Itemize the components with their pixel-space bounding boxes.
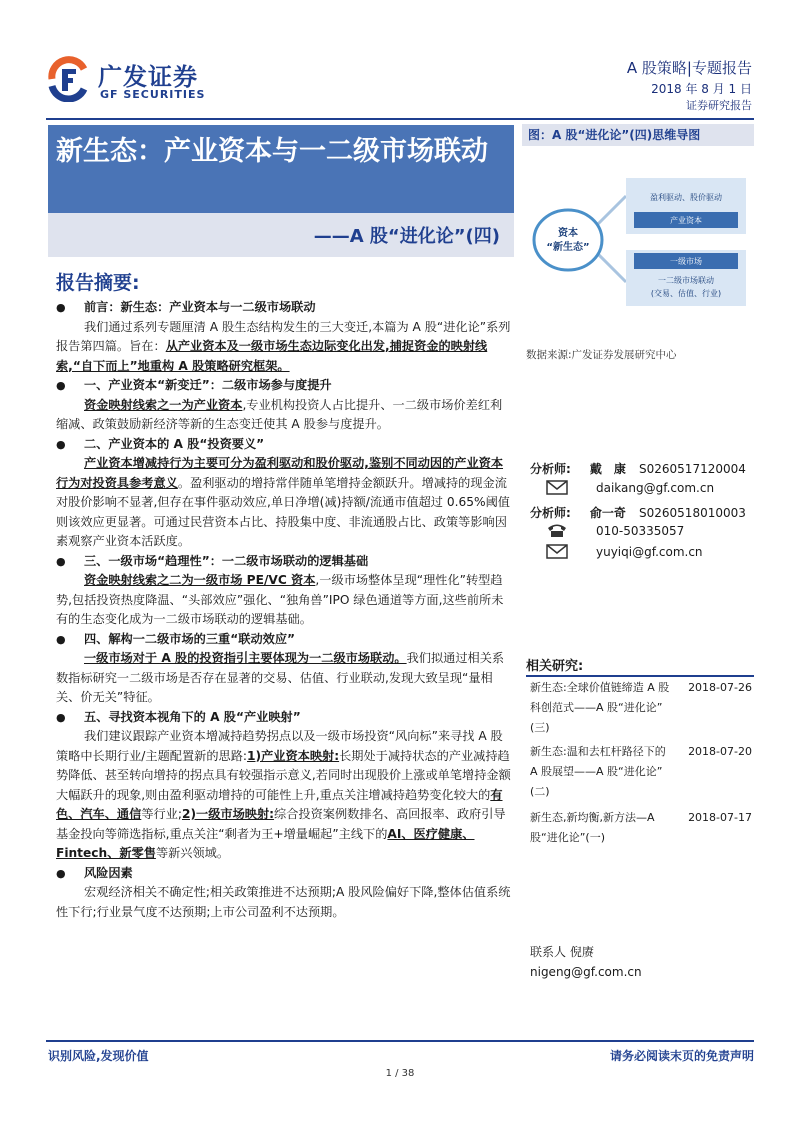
related-item[interactable] [530, 678, 754, 738]
paragraph-emphasis: 资金映射线索之一为产业资本 [84, 397, 243, 412]
mind-map-top-label: 盈利驱动、股价驱动 [650, 193, 722, 202]
section-paragraph [56, 396, 514, 435]
section-paragraph [56, 318, 514, 377]
section-heading: ● 前言：新生态：产业资本与一二级市场联动 [56, 298, 514, 318]
paragraph-emphasis: 一级市场对于 A 股的投资指引主要体现为一二级市场联动。 [84, 651, 407, 665]
gf-logo-icon [46, 56, 90, 102]
section-heading: ● 五、寻找资本视角下的 A 股“产业映射” [56, 708, 514, 728]
mind-map-center-line1: 资本 [558, 228, 578, 239]
figure-title: 图：A 股“进化论”(四)思维导图 [522, 124, 754, 146]
related-item-title [530, 742, 692, 802]
analyst-name: 俞一奇 [589, 506, 626, 520]
related-item-date: 2018-07-17 [688, 811, 752, 824]
paragraph-text: 等行业; [141, 807, 182, 821]
report-subtitle: ——A 股“进化论”(四) [313, 226, 500, 247]
brand-name-en: GF SECURITIES [100, 88, 206, 101]
paragraph-emphasis: 1)产业资本映射: [247, 748, 340, 763]
related-title-line: 新生态:全球价值链缔造 A 股 [530, 681, 670, 694]
analyst-1 [530, 458, 746, 477]
footer-divider [46, 1040, 754, 1042]
analyst-label: 分析师: [530, 506, 571, 520]
paragraph-emphasis: 2)一级市场映射: [181, 807, 275, 821]
paragraph-text: 综合投资案例数排名、高回报率、政府引导基金投向等筛选指标,重点关注“剩者为王+增量崛起”主线下的 [56, 807, 506, 841]
paragraph-text: 我们建议跟踪产业资本增减持趋势拐点以及一级市场投资“风向标”来寻找 A 股策略中长期行业/主题配置新的思路: [56, 729, 503, 763]
related-title-line: 股“进化论”(一) [530, 831, 605, 844]
related-item[interactable] [530, 742, 754, 802]
analyst-name: 戴 康 [589, 462, 626, 476]
paragraph-text: 等新兴领域。 [155, 846, 230, 860]
brand-name-cn: 广发证券 [98, 63, 198, 91]
mind-map-diagram [522, 150, 754, 330]
paragraph-emphasis: 从产业资本及一级市场生态边际变化出发,捕捉资金的映射线索,“自下而上”地重构 A 股策略研究框架。 [56, 339, 488, 373]
report-dept: 证券研究报告 [686, 99, 752, 112]
section-heading: ● 四、解构一二级市场的三重“联动效应” [56, 630, 514, 650]
related-research-heading: 相关研究: [526, 655, 754, 677]
related-item-title [530, 678, 692, 738]
section-paragraph: 宏观经济相关不确定性;相关政策推进不达预期;A 股风险偏好下降,整体估值系统性下行;行业景气度不达预期;上市公司盈利不达预期。 [56, 885, 511, 919]
mind-map [522, 150, 754, 330]
email-icon [546, 480, 568, 495]
section-paragraph [56, 571, 514, 630]
related-item[interactable] [530, 808, 754, 848]
mind-map-bottom-sublabel: (交易、估值、行业) [650, 289, 722, 298]
section-paragraph [56, 727, 514, 864]
related-title-line: A 股展望——A 股“进化论” [530, 765, 663, 778]
related-title-line: 科创范式——A 股“进化论” [530, 701, 663, 714]
mind-map-bottom-node: 一级市场 [670, 257, 702, 266]
abstract-heading: 报告摘要: [56, 272, 140, 294]
paragraph-emphasis: 资金映射线索之二为一级市场 PE/VC 资本 [84, 573, 316, 587]
analyst-phone[interactable]: 010-50335057 [596, 524, 685, 538]
section-heading: ● 三、一级市场“趋理性”：一二级市场联动的逻辑基础 [56, 552, 514, 572]
related-title-line: 新生态:温和去杠杆路径下的 [530, 745, 666, 758]
contact-person: 联系人 倪赓 [530, 945, 594, 959]
paragraph-emphasis: 产业资本增减持行为主要可分为盈利驱动和股价驱动,鉴别不同动因的产业资本行为对投资具参考意义 [56, 456, 504, 490]
mind-map-top-node: 产业资本 [670, 216, 702, 225]
contact-email[interactable]: nigeng@gf.com.cn [530, 965, 642, 979]
analyst-2 [530, 502, 746, 521]
related-title-line: (二) [530, 785, 550, 798]
paragraph-text: ,专业机构投资人占比提升、一二级市场价差红利缩减、政策鼓励新经济等新的生态变迁使其 A 股参与度提升。 [56, 397, 503, 431]
mind-map-bottom-label: 一二级市场联动 [658, 276, 714, 285]
report-type: A 股策略|专题报告 [626, 59, 752, 77]
abstract-body [56, 298, 514, 922]
paragraph-emphasis: AI、医疗健康、Fintech、新零售 [56, 826, 475, 860]
related-item-date: 2018-07-26 [688, 681, 752, 694]
mind-map-center-line2: “新生态” [546, 242, 590, 253]
related-title-line: (三) [530, 721, 550, 734]
paragraph-emphasis: 有色、汽车、通信 [56, 787, 503, 821]
paragraph-text: 。盈利驱动的增持常伴随单笔增持金额跃升。增减持的现金流对股价影响不显著,但存在事件驱动效应,单日净增(减)持额/流通市值超过 0.65%阈值则该效应更显著。可通过民营资本占比、持股集中度、非流通股占比、政策等影响因素观察产业资本活跃度。 [56, 475, 510, 548]
figure-source: 数据来源:广发证券发展研究中心 [526, 349, 677, 361]
related-item-title [530, 808, 692, 848]
paragraph-text: 我们通过系列专题厘清 A 股生态结构发生的三大变迁,本篇为 A 股“进化论”系列报告第四篇。旨在： [56, 319, 511, 353]
section-heading: ● 二、产业资本的 A 股“投资要义” [56, 435, 514, 455]
report-date: 2018 年 8 月 1 日 [651, 82, 752, 96]
section-paragraph [56, 649, 514, 708]
phone-icon [546, 522, 568, 538]
section-heading: ● 风险因素 [56, 864, 514, 884]
related-item-date: 2018-07-20 [688, 745, 752, 758]
gf-logo [46, 56, 90, 102]
analyst-email[interactable]: yuyiqi@gf.com.cn [596, 545, 703, 559]
paragraph-text: 长期处于减持状态的产业减持趋势降低、甚至转向增持的拐点具有较强指示意义,若同时出现股价上涨或单笔增持金额大幅跃升的现象,则由盈利驱动增持的可能性上升,重点关注增减持趋势变化较大的 [56, 748, 511, 802]
section-paragraph [56, 454, 514, 552]
paragraph-text: ,一级市场整体呈现“理性化”转型趋势,包括投资热度降温、“头部效应”强化、“独角兽”IPO 绿色通道等方面,这些前所未有的生态变化成为一二级市场联动的逻辑基础。 [56, 573, 504, 626]
email-icon [546, 544, 568, 559]
page-number: 1 / 38 [385, 1068, 415, 1079]
analyst-label: 分析师: [530, 462, 571, 476]
report-title: 新生态：产业资本与一二级市场联动 [56, 136, 488, 167]
header-divider [46, 118, 754, 120]
footer-slogan: 识别风险,发现价值 [48, 1049, 149, 1063]
section-heading: ● 一、产业资本“新变迁”：二级市场参与度提升 [56, 376, 514, 396]
analyst-cert: S0260518010003 [639, 506, 746, 520]
analyst-cert: S0260517120004 [639, 462, 746, 476]
related-title-line: 新生态,新均衡,新方法—A [530, 811, 655, 824]
paragraph-text: 我们拟通过相关系数指标研究一二级市场是否存在显著的交易、估值、行业联动,发现大致呈现“量相关、价无关”特征。 [56, 651, 505, 704]
analyst-email[interactable]: daikang@gf.com.cn [596, 481, 715, 495]
footer-disclaimer[interactable]: 请务必阅读末页的免责声明 [609, 1049, 754, 1063]
